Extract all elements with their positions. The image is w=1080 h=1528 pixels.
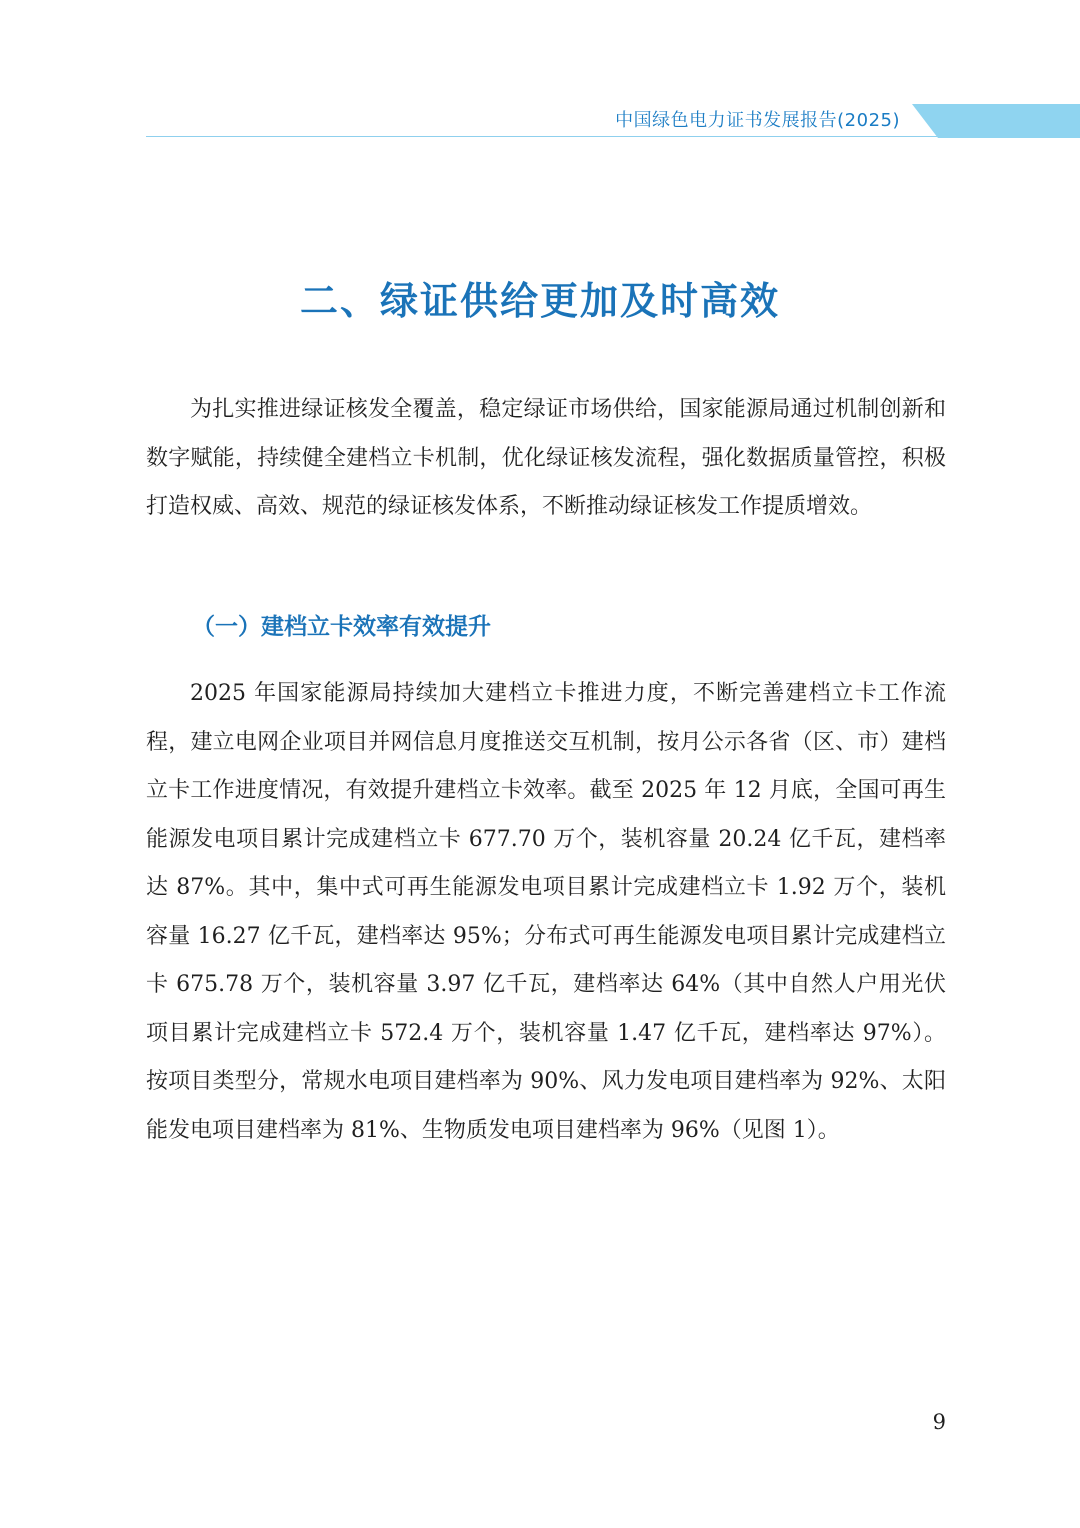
body-paragraph-intro: 为扎实推进绿证核发全覆盖，稳定绿证市场供给，国家能源局通过机制创新和数字赋能，持续健全建档立卡机制，优化绿证核发流程，强化数据质量管控，积极打造权威、高效、规范的绿证核发体系，不断推动绿证核发工作提质增效。: [146, 397, 946, 519]
header-accent-tab: [912, 104, 1080, 138]
body-paragraph-filing: 2025 年国家能源局持续加大建档立卡推进力度，不断完善建档立卡工作流程，建立电网企业项目并网信息月度推送交互机制，按月公示各省（区、市）建档立卡工作进度情况，有效提升建档立卡效率。截至 2025 年 12 月底，全国可再生能源发电项目累计完成建档立卡 677.70 万个，装机容量 20.24 亿千瓦，建档率达 87%。其中，集中式可再生能源发电项目累计完成建档立卡 1.92 万个，装机容量 16.27 亿千瓦，建档率达 95%；分布式可再生能源发电项目累计完成建档立卡 675.78 万个，装机容量 3.97 亿千瓦，建档率达 64%（其中自然人户用光伏项目累计完成建档立卡 572.4 万个，装机容量 1.47 亿千瓦，建档率达 97%）。按项目类型分，常规水电项目建档率为 90%、风力发电项目建档率为 92%、太阳能发电项目建档率为 81%、生物质发电项目建档率为 96%（见图 1）。: [146, 681, 946, 1143]
section-title: 二、绿证供给更加及时高效: [299, 279, 780, 323]
running-header-title: 中国绿色电力证书发展报告(2025): [615, 110, 900, 131]
page-number: 9: [932, 1410, 946, 1434]
header-divider: [146, 136, 946, 137]
subsection-title: （一）建档立卡效率有效提升: [192, 614, 491, 640]
